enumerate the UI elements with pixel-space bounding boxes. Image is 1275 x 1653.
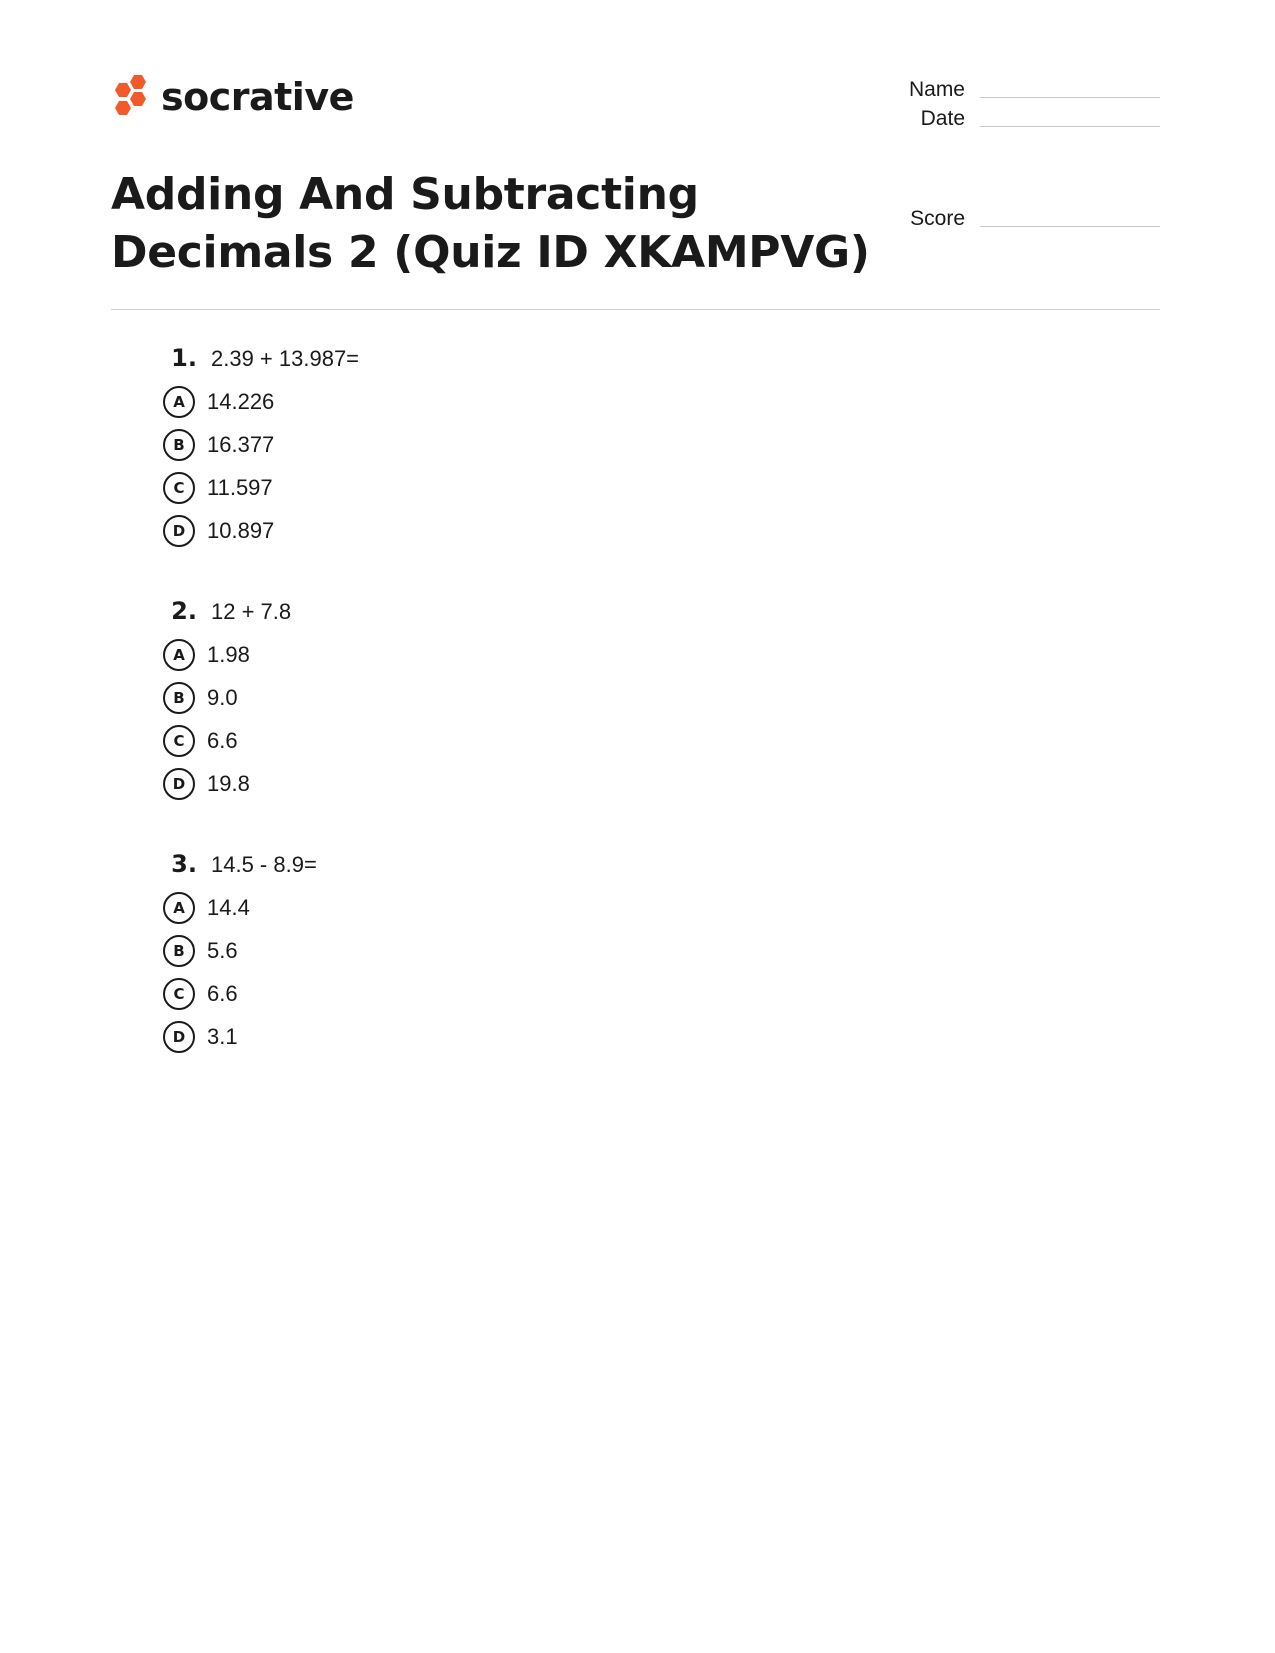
score-line[interactable] <box>980 225 1160 227</box>
option-c[interactable] <box>163 719 291 762</box>
option-text: 11.597 <box>207 474 273 500</box>
name-line[interactable] <box>980 96 1160 98</box>
hexagon-cluster-icon <box>111 72 151 122</box>
option-bubble[interactable]: C <box>163 472 195 504</box>
question-3 <box>163 850 317 1058</box>
option-text: 6.6 <box>207 980 238 1006</box>
option-bubble[interactable]: C <box>163 725 195 757</box>
option-d[interactable] <box>163 762 291 805</box>
option-bubble[interactable]: D <box>163 515 195 547</box>
option-bubble[interactable]: D <box>163 1021 195 1053</box>
option-text: 19.8 <box>207 770 250 796</box>
option-c[interactable] <box>163 466 359 509</box>
option-text: 6.6 <box>207 727 238 753</box>
question-1 <box>163 344 359 552</box>
option-text: 3.1 <box>207 1023 238 1049</box>
option-text: 5.6 <box>207 937 238 963</box>
option-a[interactable] <box>163 886 317 929</box>
option-text: 14.226 <box>207 388 275 414</box>
option-bubble[interactable]: B <box>163 935 195 967</box>
date-line[interactable] <box>980 125 1160 127</box>
question-number: 3. <box>171 850 197 878</box>
option-text: 14.4 <box>207 894 250 920</box>
option-d[interactable] <box>163 1015 317 1058</box>
score-label: Score <box>910 207 965 230</box>
option-b[interactable] <box>163 676 291 719</box>
score-field[interactable] <box>880 207 1160 231</box>
option-d[interactable] <box>163 509 359 552</box>
option-bubble[interactable]: D <box>163 768 195 800</box>
option-bubble[interactable]: A <box>163 639 195 671</box>
option-text: 10.897 <box>207 517 275 543</box>
option-a[interactable] <box>163 380 359 423</box>
date-field[interactable] <box>880 107 1160 131</box>
name-field[interactable] <box>880 78 1160 102</box>
name-label: Name <box>908 78 965 101</box>
option-b[interactable] <box>163 423 359 466</box>
quiz-title: Adding And Subtracting Decimals 2 (Quiz ID XKAMPVG) <box>111 169 870 278</box>
option-b[interactable] <box>163 929 317 972</box>
option-bubble[interactable]: A <box>163 386 195 418</box>
option-text: 9.0 <box>207 684 238 710</box>
question-number: 2. <box>171 597 197 625</box>
question-text: 12 + 7.8 <box>211 599 292 624</box>
option-c[interactable] <box>163 972 317 1015</box>
option-bubble[interactable]: B <box>163 429 195 461</box>
option-bubble[interactable]: C <box>163 978 195 1010</box>
question-number: 1. <box>171 344 197 372</box>
option-text: 1.98 <box>207 641 250 667</box>
option-bubble[interactable]: B <box>163 682 195 714</box>
question-2 <box>163 597 291 805</box>
socrative-logo <box>111 72 354 122</box>
brand-name: socrative <box>161 75 354 119</box>
question-text: 14.5 - 8.9= <box>211 852 317 877</box>
option-text: 16.377 <box>207 431 275 457</box>
header-divider <box>111 309 1160 310</box>
option-bubble[interactable]: A <box>163 892 195 924</box>
date-label: Date <box>920 107 965 130</box>
question-text: 2.39 + 13.987= <box>211 346 360 371</box>
option-a[interactable] <box>163 633 291 676</box>
